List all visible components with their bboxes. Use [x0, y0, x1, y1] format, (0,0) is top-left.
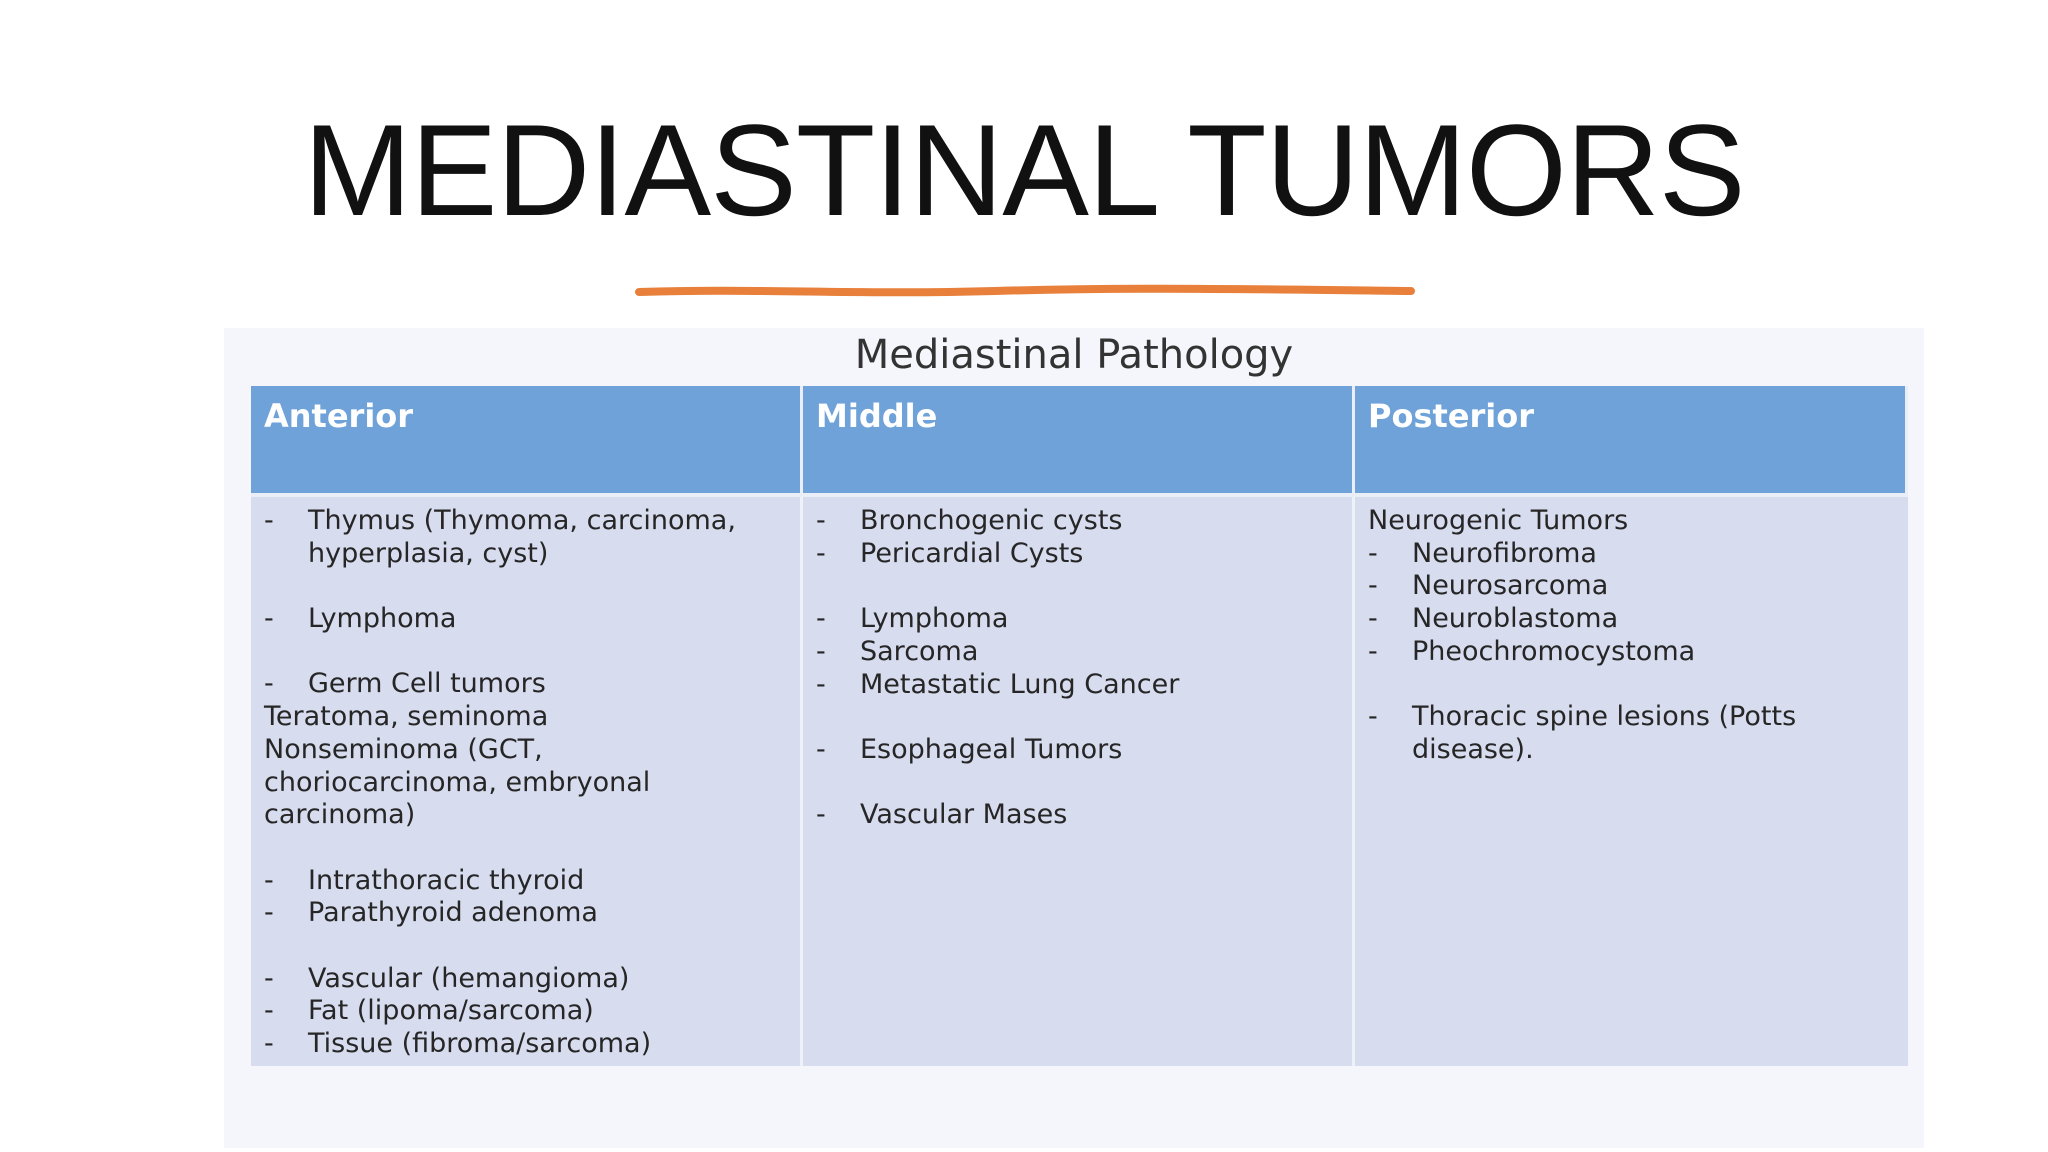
- list-item-continuation: [1368, 734, 1895, 767]
- list-item-plain: [264, 799, 787, 832]
- list-dash: -: [816, 668, 826, 700]
- list-item: [1368, 603, 1895, 636]
- list-item-plain: [264, 701, 787, 734]
- list-item-text: Thymus (Thymoma, carcinoma,: [308, 505, 736, 536]
- list-item: [816, 636, 1339, 669]
- list-dash: -: [816, 603, 826, 635]
- list-dash: -: [1368, 570, 1378, 602]
- list-item: [264, 865, 787, 898]
- list-item-text: Lymphoma: [308, 603, 457, 635]
- list-dash: -: [264, 962, 274, 994]
- list-dash: -: [264, 1028, 274, 1060]
- header-anterior: Anterior: [251, 386, 803, 497]
- slide-title: MEDIASTINAL TUMORS: [303, 97, 1745, 243]
- list-item-text: Vascular (hemangioma): [308, 962, 630, 994]
- list-item: [1368, 636, 1895, 669]
- list-item-text: Sarcoma: [860, 635, 979, 667]
- list-item-text: disease).: [1412, 733, 1534, 765]
- list-item-text: choriocarcinoma, embryonal: [264, 766, 651, 798]
- list-dash: -: [816, 537, 826, 569]
- list-item: [816, 669, 1339, 702]
- header-middle: Middle: [803, 386, 1355, 497]
- list-item-text: Bronchogenic cysts: [860, 505, 1123, 536]
- list-item-text: Tissue (fibroma/sarcoma): [308, 1028, 652, 1060]
- list-heading: [1368, 505, 1895, 538]
- list-item: [1368, 538, 1895, 571]
- list-item-text: hyperplasia, cyst): [308, 537, 549, 569]
- list-item-text: Neuroblastoma: [1412, 603, 1619, 635]
- list-item-text: Pheochromocystoma: [1412, 635, 1696, 667]
- cell-middle: [803, 497, 1355, 1066]
- list-item: [816, 538, 1339, 571]
- list-dash: -: [264, 603, 274, 635]
- list-dash: -: [816, 505, 826, 536]
- list-item-text: Fat (lipoma/sarcoma): [308, 995, 594, 1027]
- list-dash: -: [816, 635, 826, 667]
- list-item-text: Intrathoracic thyroid: [308, 864, 585, 896]
- list-dash: -: [1368, 537, 1378, 569]
- header-posterior: Posterior: [1355, 386, 1908, 497]
- list-item: [816, 505, 1339, 538]
- list-item-plain: [264, 767, 787, 800]
- list-item-text: Vascular Mases: [860, 799, 1068, 831]
- list-item-text: carcinoma): [264, 799, 416, 831]
- list-item-text: Neurofibroma: [1412, 537, 1597, 569]
- list-item: [264, 995, 787, 1028]
- list-item-continuation: [264, 538, 787, 571]
- list-item-text: Germ Cell tumors: [308, 668, 546, 700]
- list-item-text: Nonseminoma (GCT,: [264, 733, 543, 765]
- title-underline: [635, 282, 1415, 302]
- list-item-text: Thoracic spine lesions (Potts: [1412, 701, 1797, 733]
- list-dash: -: [1368, 701, 1378, 733]
- list-dash: -: [816, 733, 826, 765]
- list-item-text: Metastatic Lung Cancer: [860, 668, 1180, 700]
- list-item-text: Neurogenic Tumors: [1368, 505, 1629, 536]
- list-item-text: Lymphoma: [860, 603, 1009, 635]
- cell-posterior: [1355, 497, 1908, 1066]
- list-item: [816, 734, 1339, 767]
- list-item: [264, 668, 787, 701]
- list-item: [816, 603, 1339, 636]
- list-item: [264, 897, 787, 930]
- list-item: [1368, 570, 1895, 603]
- cell-anterior: [251, 497, 803, 1066]
- list-dash: -: [264, 505, 274, 536]
- list-item-text: Teratoma, seminoma: [264, 701, 549, 733]
- list-dash: -: [264, 897, 274, 929]
- list-dash: -: [816, 799, 826, 831]
- list-item: [264, 963, 787, 996]
- list-item-text: Neurosarcoma: [1412, 570, 1609, 602]
- list-item-text: Pericardial Cysts: [860, 537, 1084, 569]
- list-dash: -: [1368, 635, 1378, 667]
- list-dash: -: [264, 995, 274, 1027]
- list-item: [264, 603, 787, 636]
- list-item: [264, 505, 787, 538]
- list-item: [264, 1028, 787, 1061]
- list-dash: -: [1368, 603, 1378, 635]
- list-dash: -: [264, 864, 274, 896]
- list-item-text: Esophageal Tumors: [860, 733, 1123, 765]
- list-item: [1368, 701, 1895, 734]
- table-caption: Mediastinal Pathology: [854, 332, 1294, 378]
- list-item-text: Parathyroid adenoma: [308, 897, 598, 929]
- list-dash: -: [264, 668, 274, 700]
- mediastinal-pathology-table: [251, 386, 1908, 1066]
- list-item: [816, 799, 1339, 832]
- list-item-plain: [264, 734, 787, 767]
